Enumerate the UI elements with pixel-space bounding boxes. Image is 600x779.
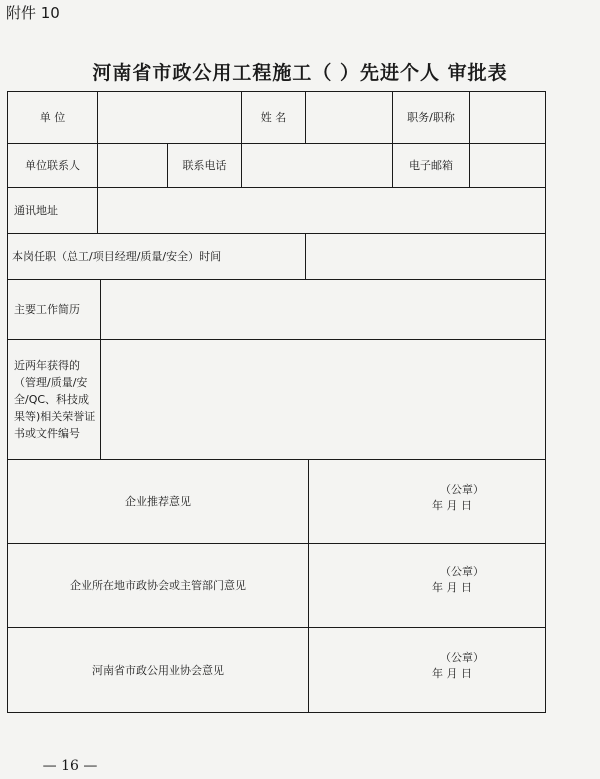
address-label: 通讯地址 (14, 204, 58, 217)
seal-text: （公章） (440, 651, 484, 664)
position-field[interactable] (470, 92, 545, 143)
position-label: 职务/职称 (407, 111, 455, 124)
attachment-label: 附件 10 (6, 4, 60, 22)
contact-label: 单位联系人 (25, 159, 80, 172)
page-number: — 16 — (42, 758, 98, 774)
seal-text: （公章） (440, 483, 484, 496)
date-text: 年 月 日 (432, 499, 472, 512)
unit-label: 单 位 (39, 111, 66, 124)
seal-text: （公章） (440, 565, 484, 578)
provincial-association-opinion-stamp[interactable] (309, 650, 545, 682)
municipal-association-opinion-stamp[interactable] (309, 564, 545, 596)
date-text: 年 月 日 (432, 581, 472, 594)
resume-label: 主要工作简历 (14, 303, 80, 316)
enterprise-opinion-label: 企业推荐意见 (125, 495, 191, 508)
honors-label: 近两年获得的（管理/质量/安全/QC、科技成果等)相关荣誉证书或文件编号 (14, 359, 96, 440)
name-field[interactable] (306, 92, 392, 143)
phone-label: 联系电话 (182, 159, 227, 172)
municipal-association-opinion-label: 企业所在地市政协会或主管部门意见 (70, 579, 246, 592)
phone-field[interactable] (242, 144, 392, 187)
honors-field[interactable] (101, 340, 545, 459)
unit-field[interactable] (98, 92, 241, 143)
tenure-field[interactable] (306, 234, 545, 279)
contact-field[interactable] (98, 144, 167, 187)
email-field[interactable] (470, 144, 545, 187)
address-field[interactable] (98, 188, 545, 233)
form-title: 河南省市政公用工程施工（ ）先进个人 审批表 (92, 62, 508, 84)
enterprise-opinion-stamp[interactable] (309, 482, 545, 514)
email-label: 电子邮箱 (409, 159, 453, 172)
name-label: 姓 名 (260, 111, 287, 124)
resume-field[interactable] (101, 280, 545, 339)
provincial-association-opinion-label: 河南省市政公用业协会意见 (92, 663, 224, 677)
tenure-label: 本岗任职（总工/项目经理/质量/安全）时间 (12, 250, 222, 263)
date-text: 年 月 日 (432, 667, 472, 680)
